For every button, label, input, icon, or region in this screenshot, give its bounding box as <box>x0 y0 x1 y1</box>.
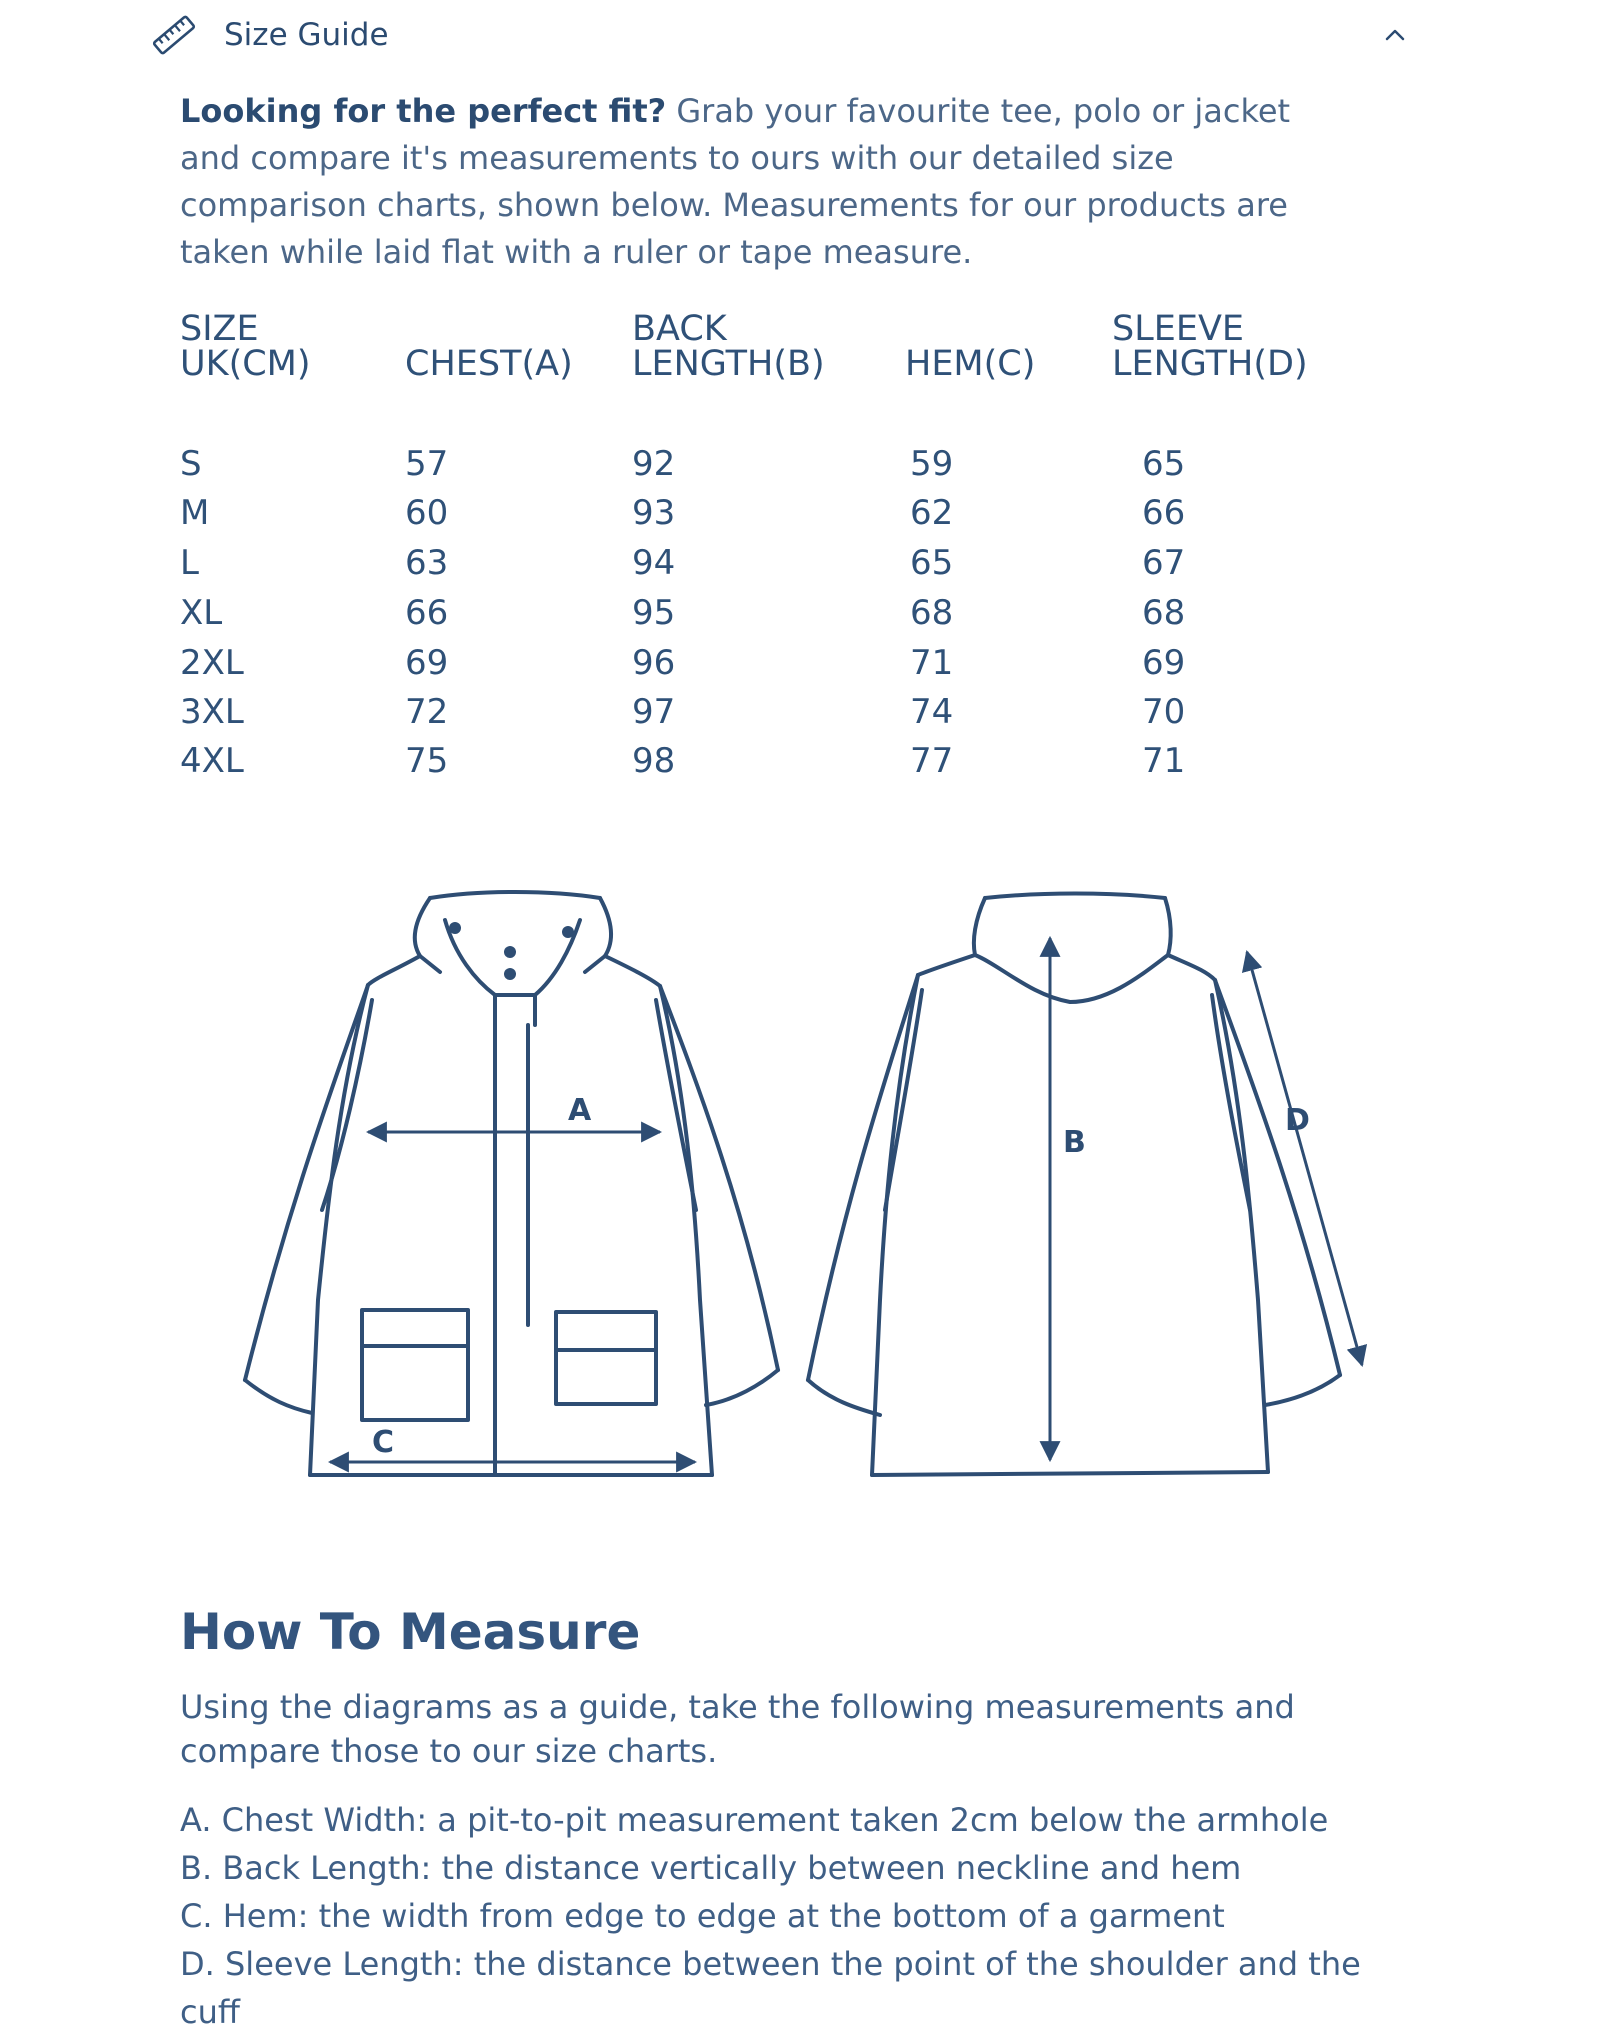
cell-chest: 66 <box>405 593 449 633</box>
size-guide-title: Size Guide <box>224 17 389 53</box>
cell-back-length: 93 <box>632 493 676 533</box>
label-b: B <box>1063 1125 1086 1160</box>
table-header-hem: HEM(C) <box>905 344 1036 384</box>
cell-sleeve-length: 71 <box>1142 741 1186 781</box>
size-guide-header[interactable] <box>150 10 1410 60</box>
cell-chest: 60 <box>405 493 449 533</box>
cell-back-length: 98 <box>632 741 676 781</box>
cell-chest: 57 <box>405 444 449 484</box>
cell-sleeve-length: 70 <box>1142 692 1186 732</box>
cell-back-length: 95 <box>632 593 676 633</box>
sleeve-length-arrow <box>1247 952 1362 1365</box>
button-dot <box>504 968 516 980</box>
table-header-chest: CHEST(A) <box>405 344 573 384</box>
table-header-sleeve-length: SLEEVE LENGTH(D) <box>1112 309 1308 384</box>
cell-size: L <box>180 543 199 583</box>
cell-size: M <box>180 493 210 533</box>
cell-size: 4XL <box>180 741 244 781</box>
cell-size: 3XL <box>180 692 244 732</box>
table-row <box>180 444 1380 489</box>
cell-back-length: 92 <box>632 444 676 484</box>
cell-size: S <box>180 444 202 484</box>
cell-chest: 63 <box>405 543 449 583</box>
cell-chest: 75 <box>405 741 449 781</box>
cell-hem: 62 <box>910 493 954 533</box>
ruler-icon <box>150 11 198 59</box>
cell-hem: 71 <box>910 643 954 683</box>
cell-hem: 77 <box>910 741 954 781</box>
button-dot <box>449 922 461 934</box>
how-to-measure-description: Using the diagrams as a guide, take the following measurements and compare those to our size charts. <box>180 1688 1295 1770</box>
label-c: C <box>372 1425 395 1460</box>
cell-back-length: 97 <box>632 692 676 732</box>
measurement-list <box>180 1796 1420 2036</box>
table-row <box>180 593 1380 638</box>
intro-lead: Looking for the perfect fit? <box>180 92 667 130</box>
list-item: B. Back Length: the distance vertically between neckline and hem <box>180 1849 1242 1887</box>
cell-hem: 68 <box>910 593 954 633</box>
garment-diagram <box>0 860 1600 1520</box>
table-row <box>180 643 1380 688</box>
table-header-back-length: BACK LENGTH(B) <box>632 309 825 384</box>
chevron-up-icon[interactable] <box>1380 20 1410 50</box>
cell-hem: 59 <box>910 444 954 484</box>
table-row <box>180 692 1380 737</box>
label-d: D <box>1285 1103 1310 1138</box>
cell-sleeve-length: 66 <box>1142 493 1186 533</box>
cell-hem: 65 <box>910 543 954 583</box>
table-row <box>180 493 1380 538</box>
button-dot <box>504 946 516 958</box>
cell-back-length: 94 <box>632 543 676 583</box>
list-item: C. Hem: the width from edge to edge at the bottom of a garment <box>180 1897 1225 1935</box>
cell-sleeve-length: 67 <box>1142 543 1186 583</box>
cell-sleeve-length: 68 <box>1142 593 1186 633</box>
table-row <box>180 543 1380 588</box>
list-item: A. Chest Width: a pit-to-pit measurement taken 2cm below the armhole <box>180 1801 1329 1839</box>
cell-hem: 74 <box>910 692 954 732</box>
label-a: A <box>568 1093 592 1128</box>
list-item: D. Sleeve Length: the distance between the point of the shoulder and the cuff <box>180 1945 1361 2031</box>
cell-chest: 69 <box>405 643 449 683</box>
cell-size: XL <box>180 593 223 633</box>
table-header-size: SIZE UK(CM) <box>180 309 311 384</box>
cell-back-length: 96 <box>632 643 676 683</box>
table-row <box>180 741 1380 786</box>
intro-paragraph <box>180 88 1360 276</box>
cell-chest: 72 <box>405 692 449 732</box>
how-to-measure-title: How To Measure <box>180 1603 641 1661</box>
button-dot <box>562 926 574 938</box>
cell-size: 2XL <box>180 643 244 683</box>
intro-body: Grab your favourite tee, polo or jacket and compare it's measurements to ours with our detailed size comparison charts, shown below. Measurements for our products are taken while laid flat with a ruler or tape measure. <box>180 92 1291 271</box>
jacket-back-illustration <box>808 894 1340 1476</box>
cell-sleeve-length: 69 <box>1142 643 1186 683</box>
cell-sleeve-length: 65 <box>1142 444 1186 484</box>
